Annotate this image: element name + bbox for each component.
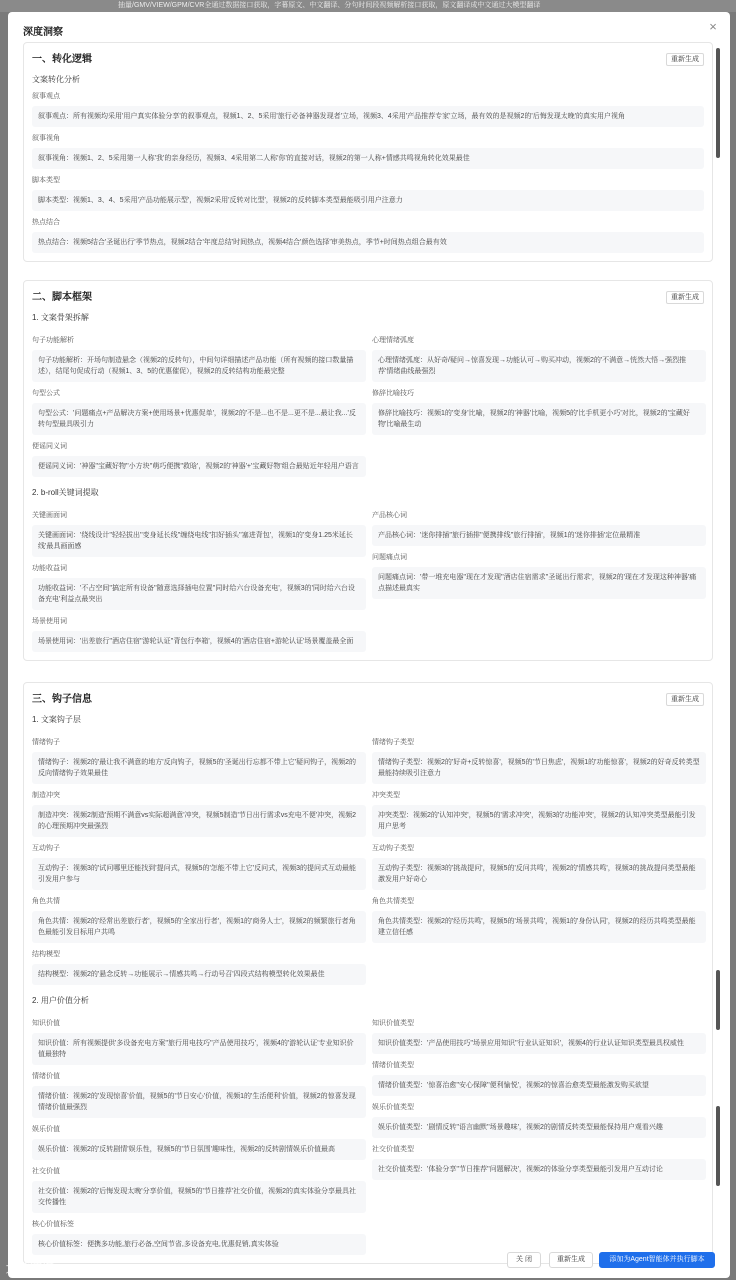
field-label: 便谣同义词 xyxy=(32,443,67,450)
field-grid xyxy=(32,504,704,652)
field-label: 功能收益词 xyxy=(32,565,67,572)
regenerate-button[interactable]: 重新生成 xyxy=(666,693,704,706)
background-page-text: 抽量/GMV/VIEW/GPM/CVR全通过数据接口获取，字幕原文、中文翻译、分句时间段视频解析接口获取，原文翻译成中文通过大模型翻译 xyxy=(0,0,736,12)
watermark-logo: 大数跨境 xyxy=(6,1261,55,1275)
field-label: 情绪价值 xyxy=(32,1073,60,1080)
field-label: 结构模型 xyxy=(32,951,60,958)
field-label: 修辞比喻技巧 xyxy=(372,390,414,397)
field-value: 知识价值类型：'产品使用技巧''场景应用知识''行业认证知识'，视频4的行业认证知识类型最具权威性 xyxy=(372,1033,706,1054)
field-label: 互动钩子 xyxy=(32,845,60,852)
section-title: 二、脚本框架 xyxy=(32,292,92,303)
field-label: 知识价值类型 xyxy=(372,1020,414,1027)
field-value: 社交价值类型：'体验分享''节日推荐''问题解决'，视频2的体验分享类型最能引发用户互动讨论 xyxy=(372,1159,706,1180)
field-label: 问题痛点词 xyxy=(372,554,407,561)
field-value: 功能收益词：'不占空间''搞定所有设备''随意选择插电位置''同时给六台设备充电'，视频3的'同时给六台设备充电'利益点最突出 xyxy=(32,578,366,610)
field-group xyxy=(32,91,704,253)
section-subtitle: 文案转化分析 xyxy=(32,75,80,84)
modal-scroll-area[interactable] xyxy=(23,42,715,1248)
field-label: 产品核心词 xyxy=(372,512,407,519)
field-value: 关键画面词：'绕线设计''轻轻拔出''变身延长线''缠绕电线''扣好插头''塞进背包'，视频1的'变身1.25米延长线'最具画面感 xyxy=(32,525,366,557)
field-label: 情绪钩子 xyxy=(32,739,60,746)
field-value: 便谣同义词：'神器''宝藏好物''小方块''萌巧便携''救晗'，视频2的'神器'+'宝藏好物'组合最贴近年轻用户语言 xyxy=(32,456,366,477)
field-value: 知识价值：所有视频提供'多设备充电方案''旅行用电技巧''产品使用技巧'，视频4的'游轮认证'专业知识价值最独特 xyxy=(32,1033,366,1065)
regenerate-button[interactable]: 重新生成 xyxy=(666,53,704,66)
field-label: 脚本类型 xyxy=(32,177,60,184)
field-value: 句子功能解析：开场句制造悬念（视频2的反转句），中间句详细描述产品功能（所有视频的接口数量描述），结尾句促成行动（视频1、3、5的优惠催促），视频2的反转结构功能最完整 xyxy=(32,350,366,382)
field-value: 情绪价值类型：'惊喜治愈''安心保障''便利愉悦'，视频2的惊喜治愈类型最能激发购买欲望 xyxy=(372,1075,706,1096)
field-grid xyxy=(32,329,704,477)
field-value: 热点结合：视频5结合'圣诞出行'季节热点，视频2结合'年度总结'时间热点，视频4结合'颜色选择'审美热点，季节+时间热点组合最有效 xyxy=(32,232,704,253)
section-script-framework xyxy=(23,280,713,661)
right-column xyxy=(372,1012,706,1255)
field-label: 娱乐价值类型 xyxy=(372,1104,414,1111)
add-agent-execute-button[interactable]: 添加为Agent智能体并执行脚本 xyxy=(599,1252,715,1268)
field-value: 脚本类型：视频1、3、4、5采用'产品功能展示型'，视频2采用'反转对比型'，视频2的反转脚本类型最能吸引用户注意力 xyxy=(32,190,704,211)
field-label: 关键画面词 xyxy=(32,512,67,519)
section-hook-info xyxy=(23,682,713,1264)
field-label: 热点结合 xyxy=(32,219,60,226)
field-value: 结构模型：视频2的'悬念反转→功能展示→情感共鸣→行动号召'四段式结构模型转化效果最佳 xyxy=(32,964,366,985)
right-column xyxy=(372,504,706,652)
field-label: 场景使用词 xyxy=(32,618,67,625)
regenerate-all-button[interactable]: 重新生成 xyxy=(549,1252,593,1268)
close-button[interactable]: 关 闭 xyxy=(507,1252,541,1268)
field-value: 叙事视角：视频1、2、5采用第一人称'我'的亲身经历，视频3、4采用第二人称'你'的直接对话，视频2的第一人称+情感共鸣视角转化效果最佳 xyxy=(32,148,704,169)
field-label: 角色共情 xyxy=(32,898,60,905)
field-label: 叙事视角 xyxy=(32,135,60,142)
left-column xyxy=(32,731,366,985)
section-subtitle: 1. 文案骨架拆解 xyxy=(32,313,89,322)
field-value: 娱乐价值类型：'剧情反转''语言幽默''场景趣味'，视频2的剧情反转类型最能保持用户观看兴趣 xyxy=(372,1117,706,1138)
close-icon[interactable]: × xyxy=(709,19,717,34)
field-label: 心理情绪弧度 xyxy=(372,337,414,344)
field-label: 核心价值标签 xyxy=(32,1221,74,1228)
right-column xyxy=(372,731,706,985)
field-label: 冲突类型 xyxy=(372,792,400,799)
field-label: 娱乐价值 xyxy=(32,1126,60,1133)
field-value: 句型公式：'问题痛点+产品解决方案+使用场景+优惠促单'，视频2的'不是...也不是...更不是...最让我...'反转句型最具吸引力 xyxy=(32,403,366,435)
field-label: 叙事观点 xyxy=(32,93,60,100)
section-subtitle: 1. 文案钩子层 xyxy=(32,715,81,724)
modal-footer xyxy=(8,1244,730,1278)
section-conversion-logic xyxy=(23,42,713,262)
field-value: 场景使用词：'出差旅行''酒店住宿''游轮认证''背包行李箱'，视频4的'酒店住宿+游轮认证'场景覆盖最全面 xyxy=(32,631,366,652)
field-value: 娱乐价值：视频2的'反转剧情'娱乐性，视频5的'节日氛围'趣味性，视频2的反转剧情娱乐价值最高 xyxy=(32,1139,366,1160)
field-value: 情绪钩子类型：视频2的'好奇+反转惊喜'，视频5的'节日焦虑'，视频1的'功能惊喜'，视频2的好奇反转类型最能持续吸引注意力 xyxy=(372,752,706,784)
field-value: 互动钩子类型：视频3的'挑战提问'，视频5的'反问共鸣'，视频2的'情感共鸣'，视频3的挑战提问类型最能激发用户好奇心 xyxy=(372,858,706,890)
right-column xyxy=(372,329,706,477)
field-label: 社交价值类型 xyxy=(372,1146,414,1153)
field-value: 情绪价值：视频2的'发现惊喜'价值，视频5的'节日安心'价值，视频1的'生活便利'价值，视频2的惊喜发现情绪价值最强烈 xyxy=(32,1086,366,1118)
field-value: 产品核心词：'迷你排插''旅行插排''便携排线''旅行排插'，视频1的'迷你排插'定位最精准 xyxy=(372,525,706,546)
modal-title: 深度洞察 xyxy=(23,27,63,38)
field-value: 互动钩子：视频3的'试问哪里还能找到'提问式，视频5的'怎能不带上它'反问式，视频3的提问式互动最能引发用户参与 xyxy=(32,858,366,890)
field-label: 知识价值 xyxy=(32,1020,60,1027)
field-label: 制造冲突 xyxy=(32,792,60,799)
left-column xyxy=(32,1012,366,1255)
field-value: 核心价值标签：便携多功能,旅行必备,空间节省,多设备充电,优惠促销,真实体验 xyxy=(32,1234,366,1255)
field-value: 社交价值：视频2的'后悔发现太晚'分享价值，视频5的'节日推荐'社交价值，视频2的真实体验分享最具社交传播性 xyxy=(32,1181,366,1213)
field-value: 冲突类型：视频2的'认知冲突'，视频5的'需求冲突'，视频3的'功能冲突'，视频2的认知冲突类型最能引发用户思考 xyxy=(372,805,706,837)
field-label: 互动钩子类型 xyxy=(372,845,414,852)
field-value: 角色共情：视频2的'经常出差旅行者'，视频5的'全家出行者'，视频1的'商务人士'，视频2的频繁旅行者角色最能引发目标用户共鸣 xyxy=(32,911,366,943)
section-title: 三、钩子信息 xyxy=(32,694,92,705)
scrollbar[interactable] xyxy=(716,48,720,1238)
field-value: 叙事观点：所有视频均采用'用户真实体验分享'的叙事观点，视频1、2、5采用'旅行必备神器发现者'立场，视频3、4采用'产品推荐专家'立场，最有效的是视频2的'后悔发现太晚'的真实用户视角 xyxy=(32,106,704,127)
field-value: 情绪钩子：视频2的'最让我不满意的地方'反向钩子，视频5的'圣诞出行忘都不带上它'疑问钩子，视频2的反向情绪钩子效果最佳 xyxy=(32,752,366,784)
field-label: 句型公式 xyxy=(32,390,60,397)
left-column xyxy=(32,329,366,477)
field-grid xyxy=(32,731,704,985)
field-value: 制造冲突：视频2制造'预期不满意vs实际超满意'冲突，视频5制造'节日出行需求vs充电不便'冲突，视频2的心理预期冲突最强烈 xyxy=(32,805,366,837)
scrollbar-thumb[interactable] xyxy=(716,48,720,158)
field-value: 问题痛点词：'带一堆充电器''现在才发现''酒店住宿需求''圣诞出行需求'，视频2的'现在才发现这种神器'痛点描述最真实 xyxy=(372,567,706,599)
field-label: 社交价值 xyxy=(32,1168,60,1175)
deep-insight-modal xyxy=(8,12,730,1278)
section-subtitle: 2. 用户价值分析 xyxy=(32,996,89,1005)
field-label: 情绪钩子类型 xyxy=(372,739,414,746)
field-value: 角色共情类型：视频2的'经历共鸣'，视频5的'场景共鸣'，视频1的'身份认同'，视频2的经历共鸣类型最能建立信任感 xyxy=(372,911,706,943)
section-subtitle: 2. b-roll关键词提取 xyxy=(32,488,99,497)
field-value: 心理情绪弧度：从好奇/疑问→惊喜发现→功能认可→购买冲动，视频2的'不满意→恍然大悟→强烈推荐'情绪曲线最强烈 xyxy=(372,350,706,382)
field-label: 句子功能解析 xyxy=(32,337,74,344)
regenerate-button[interactable]: 重新生成 xyxy=(666,291,704,304)
scrollbar-thumb[interactable] xyxy=(716,970,720,1030)
field-label: 角色共情类型 xyxy=(372,898,414,905)
field-grid xyxy=(32,1012,704,1255)
section-title: 一、转化逻辑 xyxy=(32,54,92,65)
field-label: 情绪价值类型 xyxy=(372,1062,414,1069)
left-column xyxy=(32,504,366,652)
scrollbar-thumb[interactable] xyxy=(716,1106,720,1186)
field-value: 修辞比喻技巧：视频1的'变身'比喻，视频2的'神器'比喻，视频5的'比手机更小巧'对比，视频2的'宝藏好物'比喻最生动 xyxy=(372,403,706,435)
